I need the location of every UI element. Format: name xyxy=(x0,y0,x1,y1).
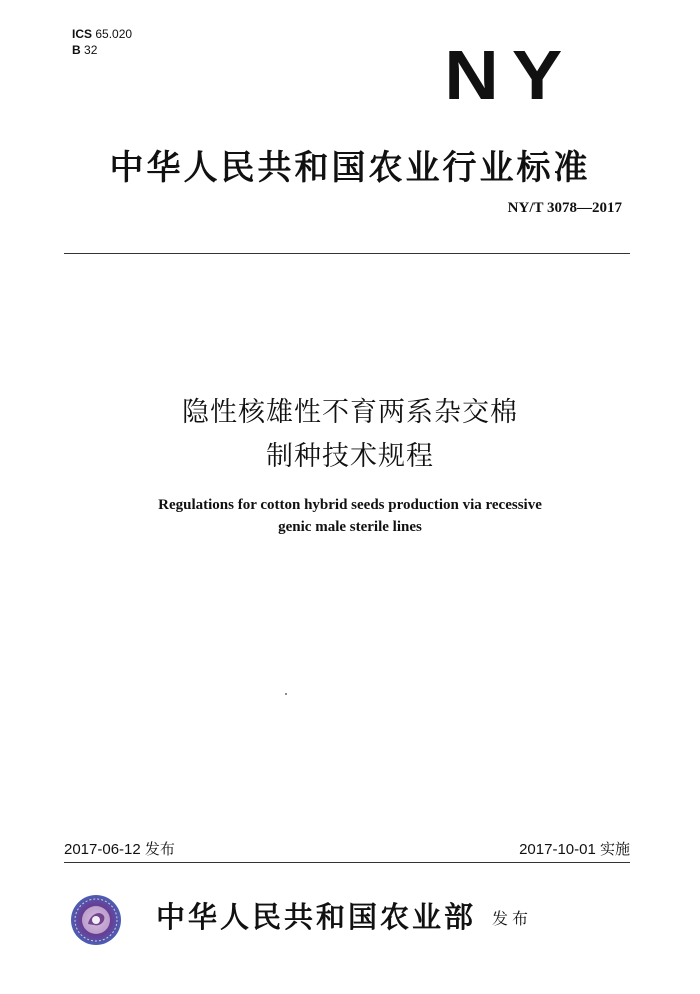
ministry-seal-icon xyxy=(70,894,122,946)
standard-code: NY/T 3078—2017 xyxy=(507,200,622,216)
implement-date: 2017-10-01 实施 xyxy=(519,841,630,858)
document-title-cn-line2: 制种技术规程 xyxy=(266,441,434,472)
document-title-en-line2: genic male sterile lines xyxy=(278,519,422,535)
ics-code: ICS 65.020 xyxy=(72,27,133,41)
ccs-code: B 32 xyxy=(72,43,98,57)
footer-divider xyxy=(64,862,630,863)
document-title-cn-line1: 隐性核雄性不育两系杂交棉 xyxy=(182,397,518,428)
ny-logo: NY xyxy=(444,36,575,114)
document-title-en-line1: Regulations for cotton hybrid seeds production via recessive xyxy=(158,497,542,513)
classification-codes xyxy=(72,26,132,58)
issuer-issued-label: 发布 xyxy=(492,909,533,928)
speck xyxy=(285,693,287,695)
publish-date: 2017-06-12 发布 xyxy=(64,841,175,858)
issuer-name: 中华人民共和国农业部 xyxy=(156,900,477,934)
standard-title: 中华人民共和国农业行业标准 xyxy=(109,148,591,188)
header-divider xyxy=(64,253,630,254)
